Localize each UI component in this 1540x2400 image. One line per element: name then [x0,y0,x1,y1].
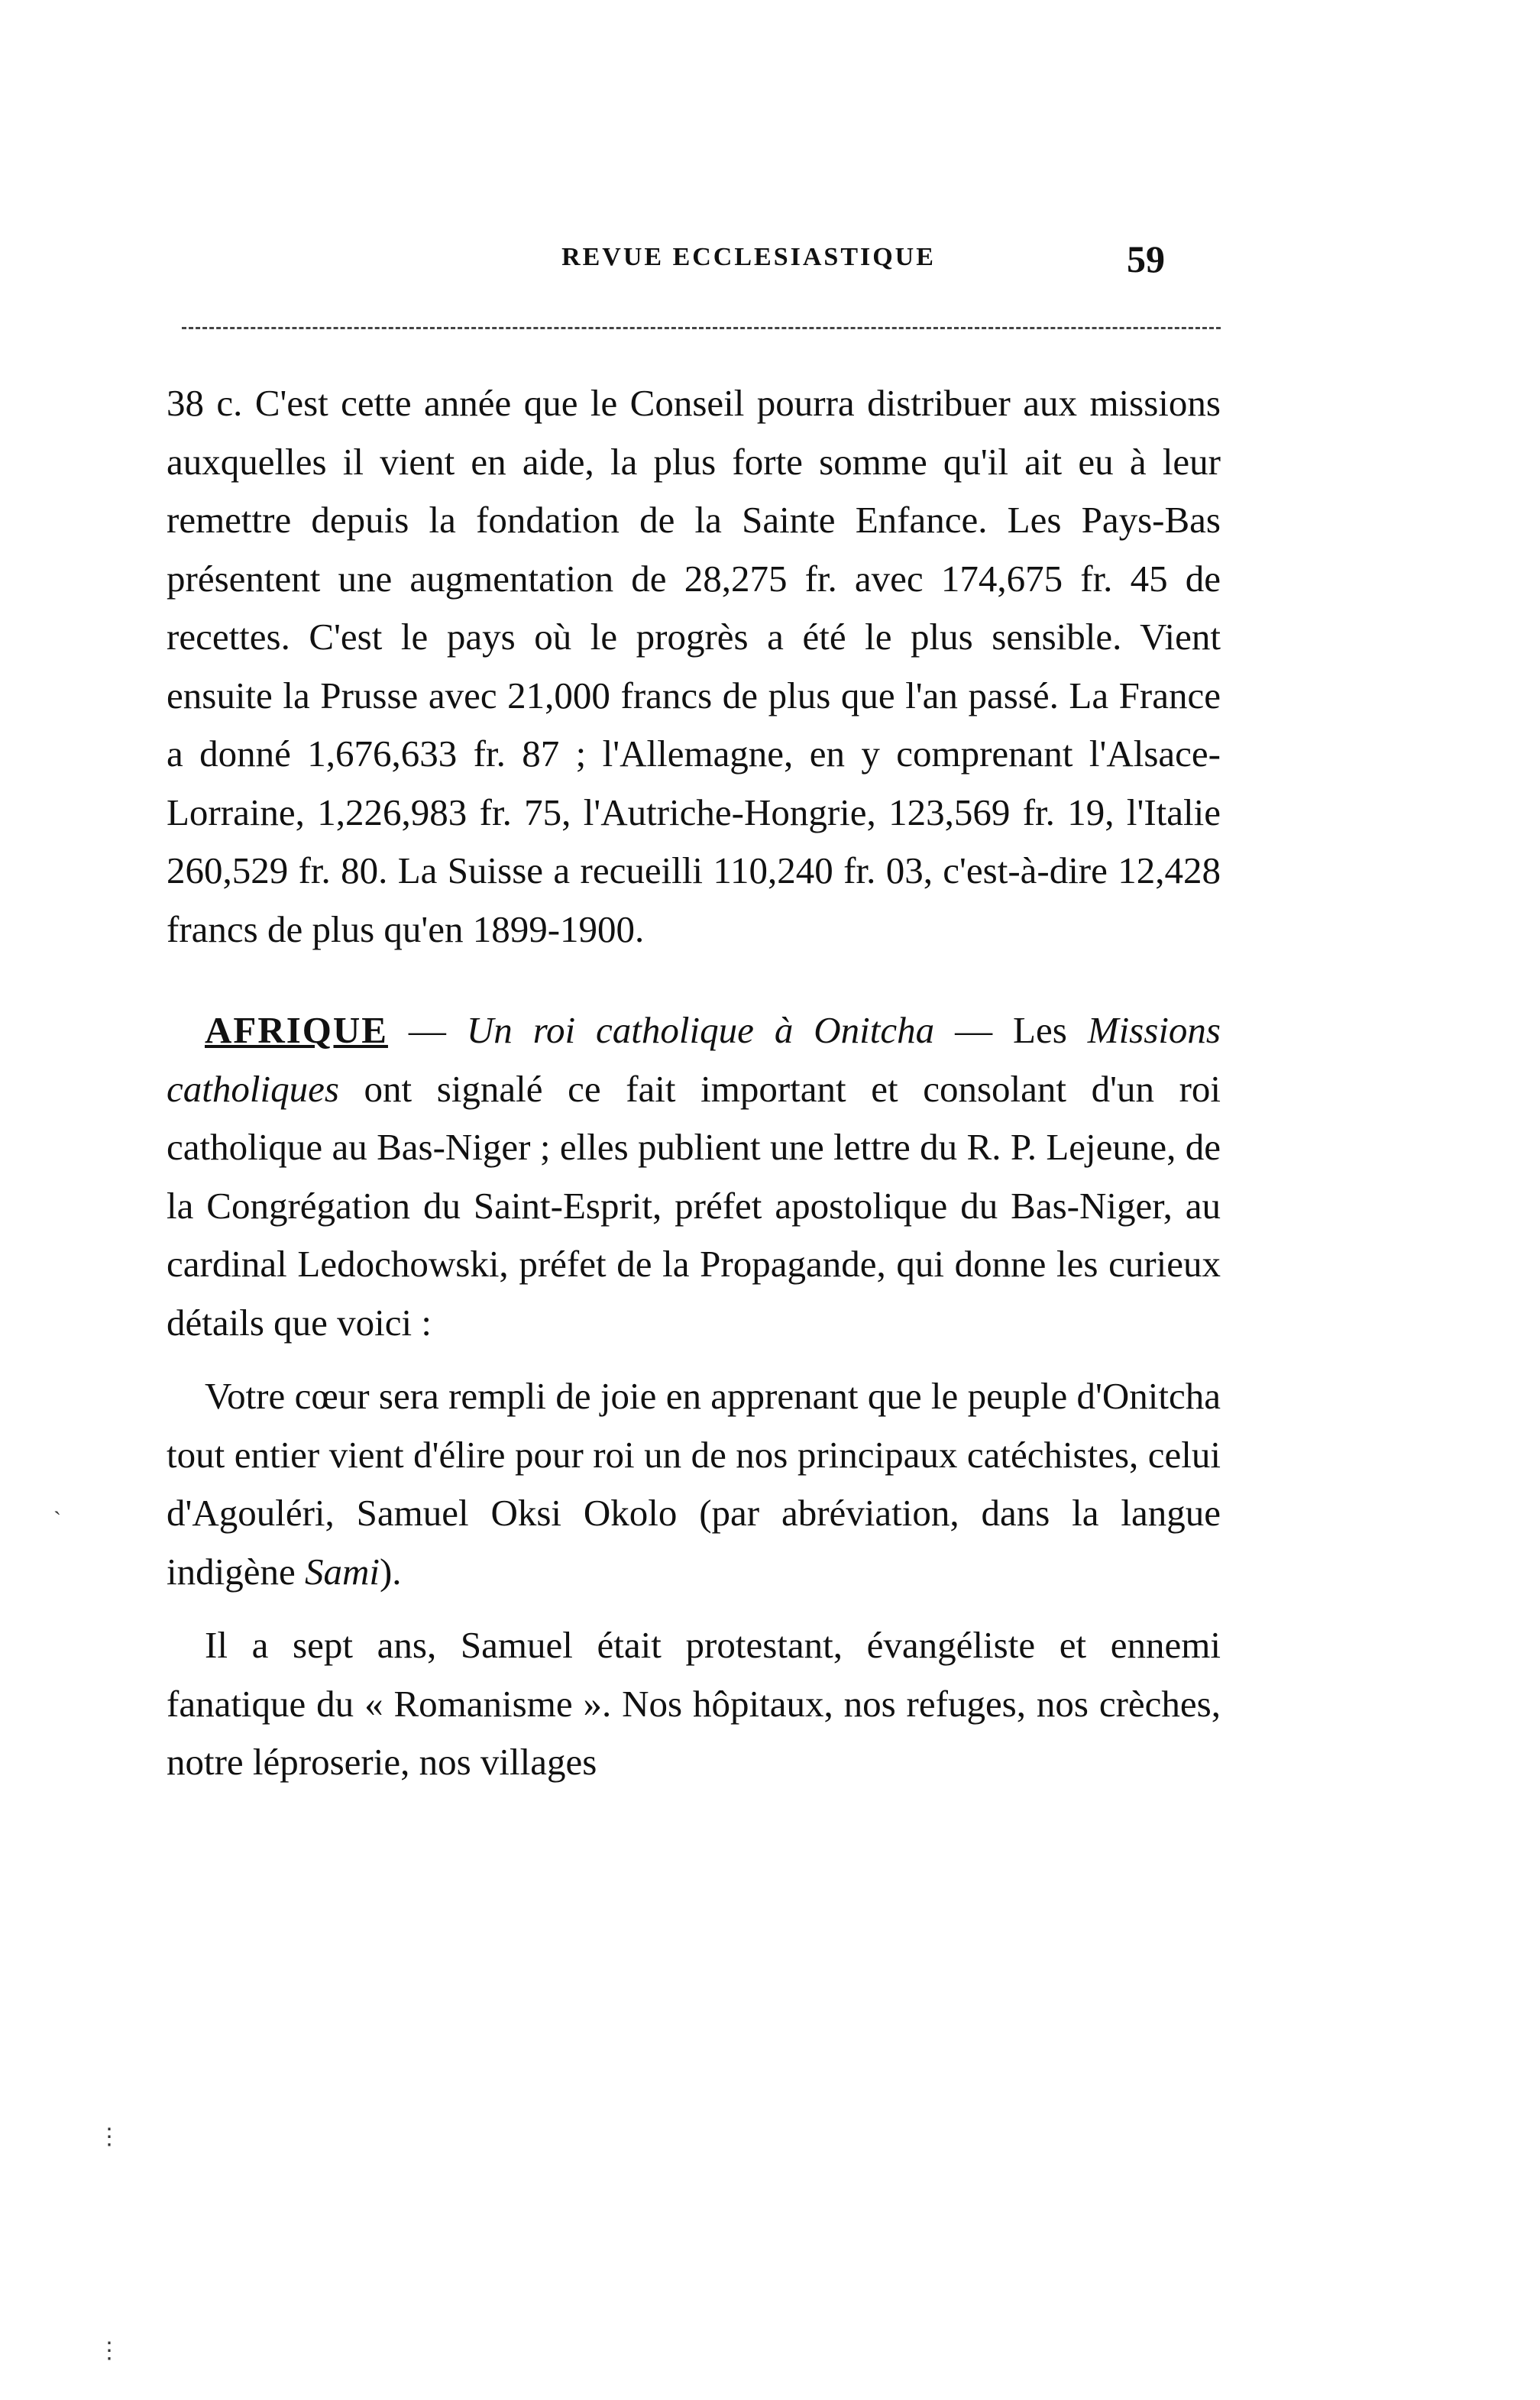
page-number: 59 [1127,238,1165,280]
running-title: REVUE ECCLESIASTIQUE [561,243,936,271]
source-title: Missions catholiques [167,1009,1221,1110]
paragraph-letter [167,1367,1221,1601]
paragraph-sainte-enfance: 38 c. C'est cette année que le Conseil pourra distribuer aux missions auxquelles il vient en aide, la plus forte somme qu'il ait eu à leur remettre depuis la fondation de la Sainte Enfance. Les Pays-Bas présentent une augmentation de 28,275 fr. avec 174,675 fr. 45 de recettes. C'est le pays où le progrès a été le plus sensible. Vient ensuite la Prusse avec 21,000 francs de plus que l'an passé. La France a donné 1,676,633 fr. 87 ; l'Allemagne, en y comprenant l'Alsace-Lorraine, 1,226,983 fr. 75, l'Autriche-Hongrie, 123,569 fr. 19, l'Italie 260,529 fr. 80. La Suisse a recueilli 110,240 fr. 03, c'est-à-dire 12,428 francs de plus qu'en 1899-1900. [167,382,1221,950]
section-title-afrique: AFRIQUE [205,1009,388,1051]
margin-mark: ⋮ [98,2338,121,2363]
paragraph-samuel: Il a sept ans, Samuel était protestant, évangéliste et ennemi fanatique du « Romanisme ». Nos hôpitaux, nos refuges, nos crèches, notre léproserie, nos villages [167,1624,1221,1783]
section-subtitle: Un roi catholique à Onitcha [466,1009,935,1051]
name-sami: Sami [304,1550,380,1593]
body-text [167,374,1221,1792]
paragraph-afrique [167,1001,1221,1352]
separator: — Les [934,1009,1088,1051]
paragraph-letter-body: Votre cœur sera rempli de joie en apprenant que le peuple d'Onitcha tout entier vient d'élire pour roi un de nos principaux catéchistes, celui d'Agouléri, Samuel Oksi Okolo (par abréviation, dans la langue indigène [167,1375,1221,1593]
paragraph-afrique-body: ont signalé ce fait important et consolant d'un roi catholique au Bas-Niger ; elles publient une lettre du R. P. Lejeune, de la Congrégation du Saint-Esprit, préfet apostolique du Bas-Niger, au cardinal Ledochowski, préfet de la Propagande, qui donne les curieux détails que voici : [167,1067,1221,1344]
header-rule [182,327,1221,329]
paragraph-letter-end: ). [379,1550,402,1593]
margin-mark: ˴ [53,1497,61,1522]
margin-mark: ⋮ [98,2124,121,2149]
separator: — [387,1009,467,1051]
